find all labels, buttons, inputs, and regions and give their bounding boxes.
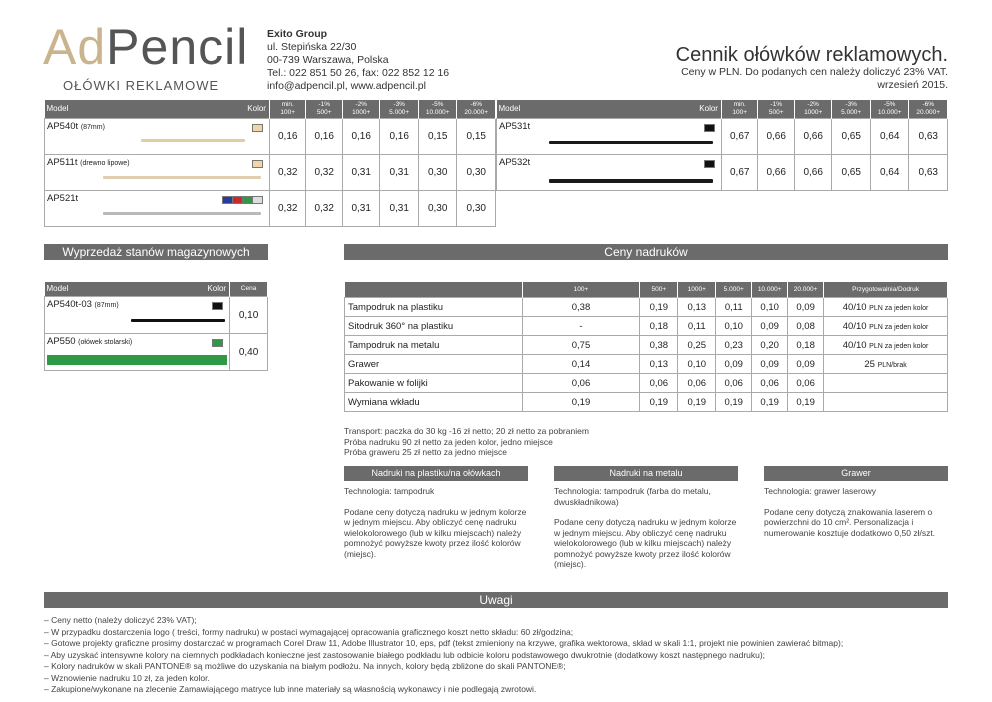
tier-header: -2% 1000+ [342,100,379,119]
prep-cell: 40/10 PLN za jeden kolor [824,317,948,336]
pencil-image [131,319,225,322]
price-cell: 0,30 [418,155,457,191]
pencil-image [549,141,713,144]
print-table [344,282,948,412]
prep-cell: 25 PLN/brak [824,355,948,374]
color-swatch [704,160,715,168]
tier-header: -1% 500+ [306,100,342,119]
print-label: Grawer [345,355,523,374]
print-cell: 0,19 [678,393,716,412]
model-cell: AP511t (drewno lipowe) [45,155,270,191]
table-row [45,155,496,191]
print-cell: 0,10 [716,317,752,336]
print-cell: 0,06 [678,374,716,393]
table-row [345,298,948,317]
company-info [267,28,449,93]
model-cell: AP521t [45,191,270,227]
print-cell: 0,08 [788,317,824,336]
tier-header: min. 100+ [721,100,757,119]
print-cell: 0,06 [716,374,752,393]
print-cell: 0,06 [640,374,678,393]
color-swatch [212,302,223,310]
uwagi-list [44,615,843,696]
prep-cell [824,393,948,412]
table-row [345,336,948,355]
price-cell: 0,32 [269,155,305,191]
color-swatch [252,196,263,204]
print-cell: 0,11 [678,317,716,336]
uwagi-item: – Ceny netto (należy doliczyć 23% VAT); [44,615,197,625]
price-table-left [44,100,496,227]
company-street: ul. Stepińska 22/30 [267,41,357,53]
print-cell: 0,19 [640,393,678,412]
color-swatch [252,160,263,168]
uwagi-item: – Wznowienie nadruku 10 zł, za jeden kolor. [44,672,210,683]
print-label: Tampodruk na plastiku [345,298,523,317]
table-row [45,119,496,155]
price-cell: 0,32 [306,155,342,191]
print-cell: 0,19 [716,393,752,412]
tier-header: -5% 10.000+ [418,100,457,119]
print-cell: 0,09 [716,355,752,374]
price-cell: 0,30 [418,191,457,227]
print-cell: 0,09 [788,355,824,374]
page-date: wrzesień 2015. [877,79,948,91]
logo-subtitle: OŁÓWKI REKLAMOWE [63,78,220,93]
logo [43,19,249,93]
tier-header: -1% 500+ [758,100,794,119]
note-line: Próba nadruku 90 zł netto za jeden kolor, jedno miejsce [344,436,553,447]
print-cell: 0,19 [752,393,788,412]
model-header: Model Kolor [45,282,230,297]
price-cell: 0,15 [457,119,496,155]
price-cell: 0,31 [380,191,419,227]
table-row [345,393,948,412]
prep-cell [824,374,948,393]
pencil-image [549,179,713,183]
stock-title: Wyprzedaż stanów magazynowych [44,244,268,260]
model-header: Model Kolor [45,100,270,119]
model-cell: AP550 (ołówek stolarski) [45,334,230,371]
print-title: Ceny nadruków [344,244,948,260]
model-cell: AP540t (87mm) [45,119,270,155]
print-label: Wymiana wkładu [345,393,523,412]
print-cell: 0,11 [716,298,752,317]
price-cell: 0,66 [758,119,794,155]
table-row [497,119,948,155]
logo-pencil: Pencil [106,19,249,75]
note-line: Próba graweru 25 zł netto za jedno miejsce [344,447,508,457]
price-cell: 0,16 [306,119,342,155]
column-body: Podane ceny dotyczą nadruku w jednym kolorze w jednym miejscu. Aby obliczyć cenę nadruku wielokolorowego (lub w kilku miejscach) należy pomnożyć powyższe kwoty przez ilość kolorów (miejsc). [554,517,737,569]
table-row [345,317,948,336]
price-cell: 0,66 [794,119,831,155]
column-plastic [344,466,528,569]
title-block [676,44,948,92]
price-cell: 0,66 [758,155,794,191]
tier-header: -3% 5.000+ [380,100,419,119]
tier-header: 100+ [522,282,640,298]
tier-header: 500+ [640,282,678,298]
column-body: Podane ceny dotyczą znakowania laserem o powierzchni do 10 cm². Personalizacja i numerowanie kosztuje dodatkowo 0,50 zł/szt. [764,506,936,538]
stock-table [44,282,268,371]
price-cell: 0,16 [380,119,419,155]
uwagi-item: – W przypadku dostarczenia logo ( treści, formy nadruku) w postaci wymagającej opracowania graficznego koszt netto składu: 60 zł/godzina; [44,626,574,637]
price-header: Cena [230,282,268,297]
tier-header: 20.000+ [788,282,824,298]
print-header-empty [345,282,523,298]
pencil-image [103,212,261,215]
print-cell: 0,23 [716,336,752,355]
print-cell: 0,13 [640,355,678,374]
print-cell: 0,18 [640,317,678,336]
print-cell: 0,38 [522,298,640,317]
prep-cell: 40/10 PLN za jeden kolor [824,336,948,355]
print-cell: 0,09 [752,317,788,336]
page-subtitle: Ceny w PLN. Do podanych cen należy doliczyć 23% VAT. [681,66,948,78]
model-header: Model Kolor [497,100,722,119]
column-title: Nadruki na plastiku/na ołówkach [344,466,528,481]
table-row [497,155,948,191]
table-row [45,191,496,227]
uwagi-item: – Kolory nadruków w skali PANTONE® są możliwe do uzyskania na białym podłożu. Na innych, kolory będą zbliżone do skali PANTONE®; [44,661,566,671]
print-cell: 0,06 [752,374,788,393]
tier-header: 5.000+ [716,282,752,298]
stock-header-row [45,282,268,297]
print-cell: 0,25 [678,336,716,355]
print-cell: 0,09 [752,355,788,374]
price-cell: 0,63 [909,119,948,155]
tier-header: -2% 1000+ [794,100,831,119]
print-cell: 0,13 [678,298,716,317]
tier-header: -3% 5.000+ [832,100,871,119]
company-contact: info@adpencil.pl, www.adpencil.pl [267,80,426,92]
tier-header: -6% 20.000+ [909,100,948,119]
table-row [45,334,268,371]
print-cell: 0,10 [678,355,716,374]
print-cell: 0,06 [788,374,824,393]
column-title: Nadruki na metalu [554,466,738,481]
price-cell: 0,31 [342,155,379,191]
print-cell: 0,14 [522,355,640,374]
print-cell: 0,18 [788,336,824,355]
price-cell: 0,65 [832,119,871,155]
print-header-row [345,282,948,298]
print-cell: 0,06 [522,374,640,393]
column-tech: Technologia: tampodruk [344,486,435,496]
pencil-image [103,176,261,179]
price-cell: 0,64 [870,155,909,191]
price-cell: 0,15 [418,119,457,155]
print-label: Sitodruk 360° na plastiku [345,317,523,336]
print-cell: 0,20 [752,336,788,355]
price-cell: 0,32 [269,191,305,227]
price-cell: 0,67 [721,155,757,191]
color-swatch [252,124,263,132]
table-row [345,374,948,393]
column-metal [554,466,738,580]
price-cell: 0,40 [230,334,268,371]
tier-header: -5% 10.000+ [870,100,909,119]
column-body: Podane ceny dotyczą nadruku w jednym kolorze w jednym miejscu. Aby obliczyć cenę nadruku wielokolorowego (lub w kilku miejscach) należy pomnożyć powyższe kwoty przez ilość kolorów (miejsc). [344,506,527,559]
tier-header: -6% 20.000+ [457,100,496,119]
price-header-row [45,100,496,119]
model-cell: AP540t-03 (87mm) [45,297,230,334]
pencil-image [141,139,245,142]
model-cell: AP532t [497,155,722,191]
color-swatch [212,339,223,347]
price-cell: 0,65 [832,155,871,191]
print-cell: 0,19 [788,393,824,412]
table-row [45,297,268,334]
company-city: 00-739 Warszawa, Polska [267,54,389,66]
price-table-right [496,100,948,191]
print-cell: 0,75 [522,336,640,355]
tier-header: 10.000+ [752,282,788,298]
price-cell: 0,67 [721,119,757,155]
model-cell: AP531t [497,119,722,155]
uwagi-item: – Zakupione/wykonane na zlecenie Zamawiającego matryce lub inne materiały są własnością wykonawcy i nie podlegają zwrotowi. [44,684,537,694]
uwagi-title: Uwagi [44,592,948,608]
tier-header: 1000+ [678,282,716,298]
uwagi-item: – Aby uzyskać intensywne kolory na ciemnych podkładach konieczne jest zastosowanie białego podkładu lub odbicie koloru podstawowego dwukrotnie (dodatkowy koszt następnego nadruku); [44,649,766,660]
company-phone: Tel.: 022 851 50 26, fax: 022 852 12 16 [267,67,450,79]
prep-cell: 40/10 PLN za jeden kolor [824,298,948,317]
print-cell: 0,38 [640,336,678,355]
color-swatch [704,124,715,132]
print-cell: 0,19 [522,393,640,412]
logo-ad: Ad [43,19,107,75]
print-cell: 0,09 [788,298,824,317]
note-line: Transport: paczka do 30 kg -16 zł netto; 20 zł netto za pobraniem [344,426,589,436]
price-cell: 0,10 [230,297,268,334]
column-engrave [764,466,948,548]
price-cell: 0,31 [342,191,379,227]
price-cell: 0,63 [909,155,948,191]
page-title: Cennik ołówków reklamowych. [675,44,948,66]
price-header-row [497,100,948,119]
price-cell: 0,30 [457,191,496,227]
tier-header: min. 100+ [269,100,305,119]
price-cell: 0,30 [457,155,496,191]
pencil-image [47,355,227,365]
prep-header: Przygotowalnia/Dodruk [824,282,948,298]
transport-notes [344,426,589,458]
column-tech: Technologia: grawer laserowy [764,486,876,496]
uwagi-item: – Gotowe projekty graficzne prosimy dostarczać w programach Corel Draw 11, Adobe Illustrator 10, eps, pdf (tekst zmieniony na krzywe, grafika wektorowa, skład w skali 1:1, projekt nie powinien zawierać bitmap); [44,638,844,648]
column-title: Grawer [764,466,948,481]
print-label: Tampodruk na metalu [345,336,523,355]
company-name: Exito Group [267,28,328,40]
print-cell: 0,19 [640,298,678,317]
price-cell: 0,32 [306,191,342,227]
price-cell: 0,31 [380,155,419,191]
column-tech: Technologia: tampodruk (farba do metalu, dwuskładnikowa) [554,486,711,507]
price-cell: 0,66 [794,155,831,191]
print-cell: - [522,317,640,336]
price-cell: 0,16 [342,119,379,155]
table-row [345,355,948,374]
print-cell: 0,10 [752,298,788,317]
print-label: Pakowanie w folijki [345,374,523,393]
price-cell: 0,64 [870,119,909,155]
price-cell: 0,16 [269,119,305,155]
